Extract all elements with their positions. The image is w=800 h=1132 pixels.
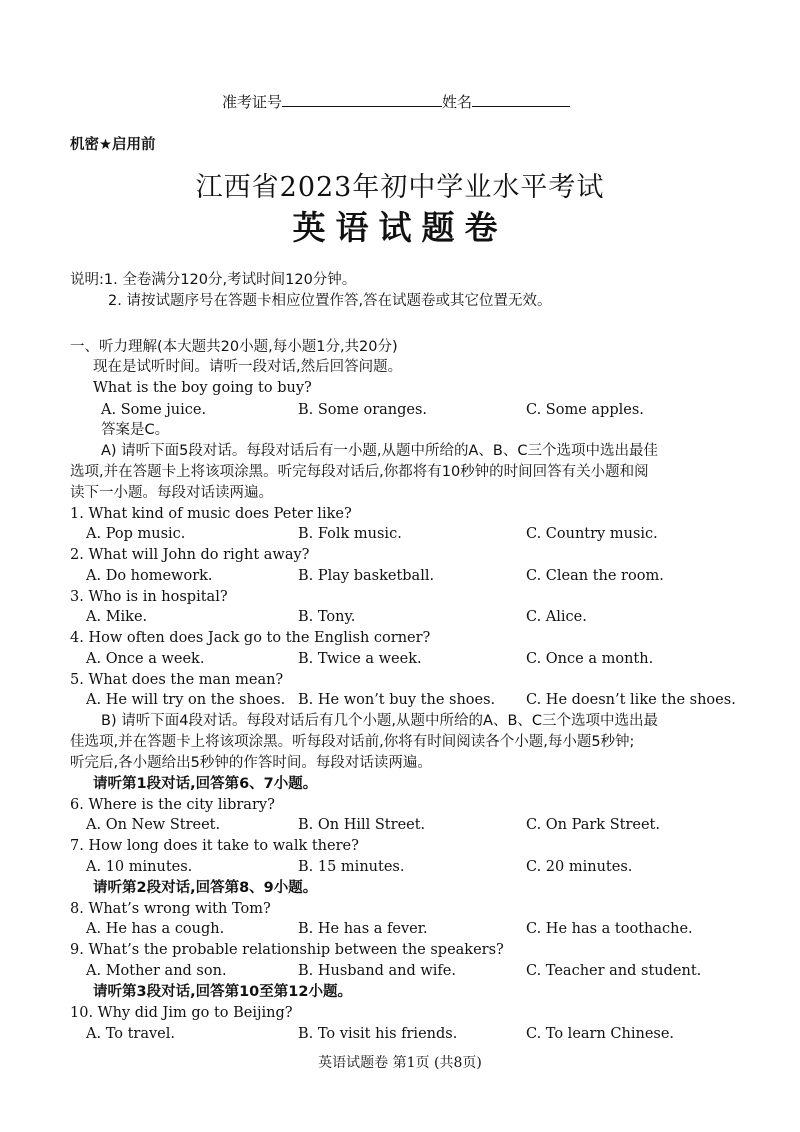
conversation-1-heading: 请听第1段对话,回答第6、7小题。 (93, 776, 318, 792)
question-8: 8. What’s wrong with Tom? (70, 901, 271, 917)
note-label: 说明: (70, 272, 104, 288)
name-label: 姓名 (442, 93, 473, 111)
part-b-intro-2: 佳选项,并在答题卡上将该项涂黑。听每段对话前,你将有时间阅读各个小题,每小题5秒钟; (70, 734, 635, 750)
question-1: 1. What kind of music does Peter like? (70, 506, 352, 522)
q7-option-c: C. 20 minutes. (526, 859, 633, 875)
exam-no-label: 准考证号 (222, 93, 283, 111)
q1-option-c: C. Country music. (526, 526, 658, 542)
q6-option-a: A. On New Street. (86, 817, 221, 833)
q9-option-b: B. Husband and wife. (298, 963, 456, 979)
q3-option-b: B. Tony. (298, 609, 356, 625)
note-item-2: 2. 请按试题序号在答题卡相应位置作答,答在试题卷或其它位置无效。 (108, 293, 552, 309)
q5-option-b: B. He won’t buy the shoes. (298, 692, 496, 708)
q8-option-c: C. He has a toothache. (526, 921, 693, 937)
q3-option-a: A. Mike. (86, 609, 148, 625)
question-4: 4. How often does Jack go to the English corner? (70, 630, 431, 646)
q2-option-b: B. Play basketball. (298, 568, 435, 584)
note-item-1: 1. 全卷满分120分,考试时间120分钟。 (103, 272, 357, 288)
part-a-intro-3: 读下一小题。每段对话读两遍。 (70, 485, 273, 501)
q6-option-b: B. On Hill Street. (298, 817, 426, 833)
question-5: 5. What does the man mean? (70, 672, 284, 688)
q4-option-c: C. Once a month. (526, 651, 654, 667)
secret-mark: 机密★启用前 (70, 137, 156, 153)
q1-option-a: A. Pop music. (86, 526, 186, 542)
question-9: 9. What’s the probable relationship between the speakers? (70, 942, 504, 958)
q10-option-c: C. To learn Chinese. (526, 1026, 675, 1042)
note-1 (70, 270, 356, 290)
q6-option-c: C. On Park Street. (526, 817, 660, 833)
q5-option-a: A. He will try on the shoes. (86, 692, 286, 708)
q2-option-a: A. Do homework. (86, 568, 213, 584)
question-6: 6. Where is the city library? (70, 797, 275, 813)
q9-option-c: C. Teacher and student. (526, 963, 702, 979)
q4-option-a: A. Once a week. (86, 651, 205, 667)
trial-option-b: B. Some oranges. (298, 402, 428, 418)
q9-option-a: A. Mother and son. (86, 963, 227, 979)
question-7: 7. How long does it take to walk there? (70, 838, 359, 854)
name-blank[interactable] (472, 92, 570, 107)
question-2: 2. What will John do right away? (70, 547, 310, 563)
conversation-3-heading: 请听第3段对话,回答第10至第12小题。 (93, 984, 352, 1000)
q8-option-a: A. He has a cough. (86, 921, 225, 937)
question-3: 3. Who is in hospital? (70, 589, 228, 605)
conversation-2-heading: 请听第2段对话,回答第8、9小题。 (93, 880, 318, 896)
exam-id-row (222, 92, 570, 112)
paper-title: 英语试题卷 (292, 208, 508, 247)
trial-option-a: A. Some juice. (101, 402, 207, 418)
q2-option-c: C. Clean the room. (526, 568, 664, 584)
part-b-intro-1: B) 请听下面4段对话。每段对话后有几个小题,从题中所给的A、B、C三个选项中选出最 (101, 713, 659, 729)
q1-option-b: B. Folk music. (298, 526, 402, 542)
section-heading: 一、听力理解(本大题共20小题,每小题1分,共20分) (70, 339, 398, 355)
q10-option-b: B. To visit his friends. (298, 1026, 458, 1042)
exam-no-blank[interactable] (282, 92, 442, 107)
page-footer: 英语试题卷 第1页 (共8页) (318, 1055, 482, 1071)
part-b-intro-3: 听完后,各小题给出5秒钟的作答时间。每段对话读两遍。 (70, 755, 432, 771)
trial-question: What is the boy going to buy? (93, 380, 312, 396)
q8-option-b: B. He has a fever. (298, 921, 428, 937)
trial-answer: 答案是C。 (101, 422, 170, 438)
q3-option-c: C. Alice. (526, 609, 587, 625)
part-a-intro-1: A) 请听下面5段对话。每段对话后有一小题,从题中所给的A、B、C三个选项中选出最佳 (101, 443, 659, 459)
q7-option-b: B. 15 minutes. (298, 859, 405, 875)
q4-option-b: B. Twice a week. (298, 651, 422, 667)
exam-title: 江西省2023年初中学业水平考试 (195, 172, 605, 203)
part-a-intro-2: 选项,并在答题卡上将该项涂黑。听完每段对话后,你都将有10秒钟的时间回答有关小题和阅 (70, 464, 649, 480)
q5-option-c: C. He doesn’t like the shoes. (526, 692, 736, 708)
question-10: 10. Why did Jim go to Beijing? (70, 1005, 293, 1021)
q7-option-a: A. 10 minutes. (86, 859, 193, 875)
trial-intro: 现在是试听时间。请听一段对话,然后回答问题。 (93, 359, 403, 375)
q10-option-a: A. To travel. (86, 1026, 175, 1042)
trial-option-c: C. Some apples. (526, 402, 644, 418)
